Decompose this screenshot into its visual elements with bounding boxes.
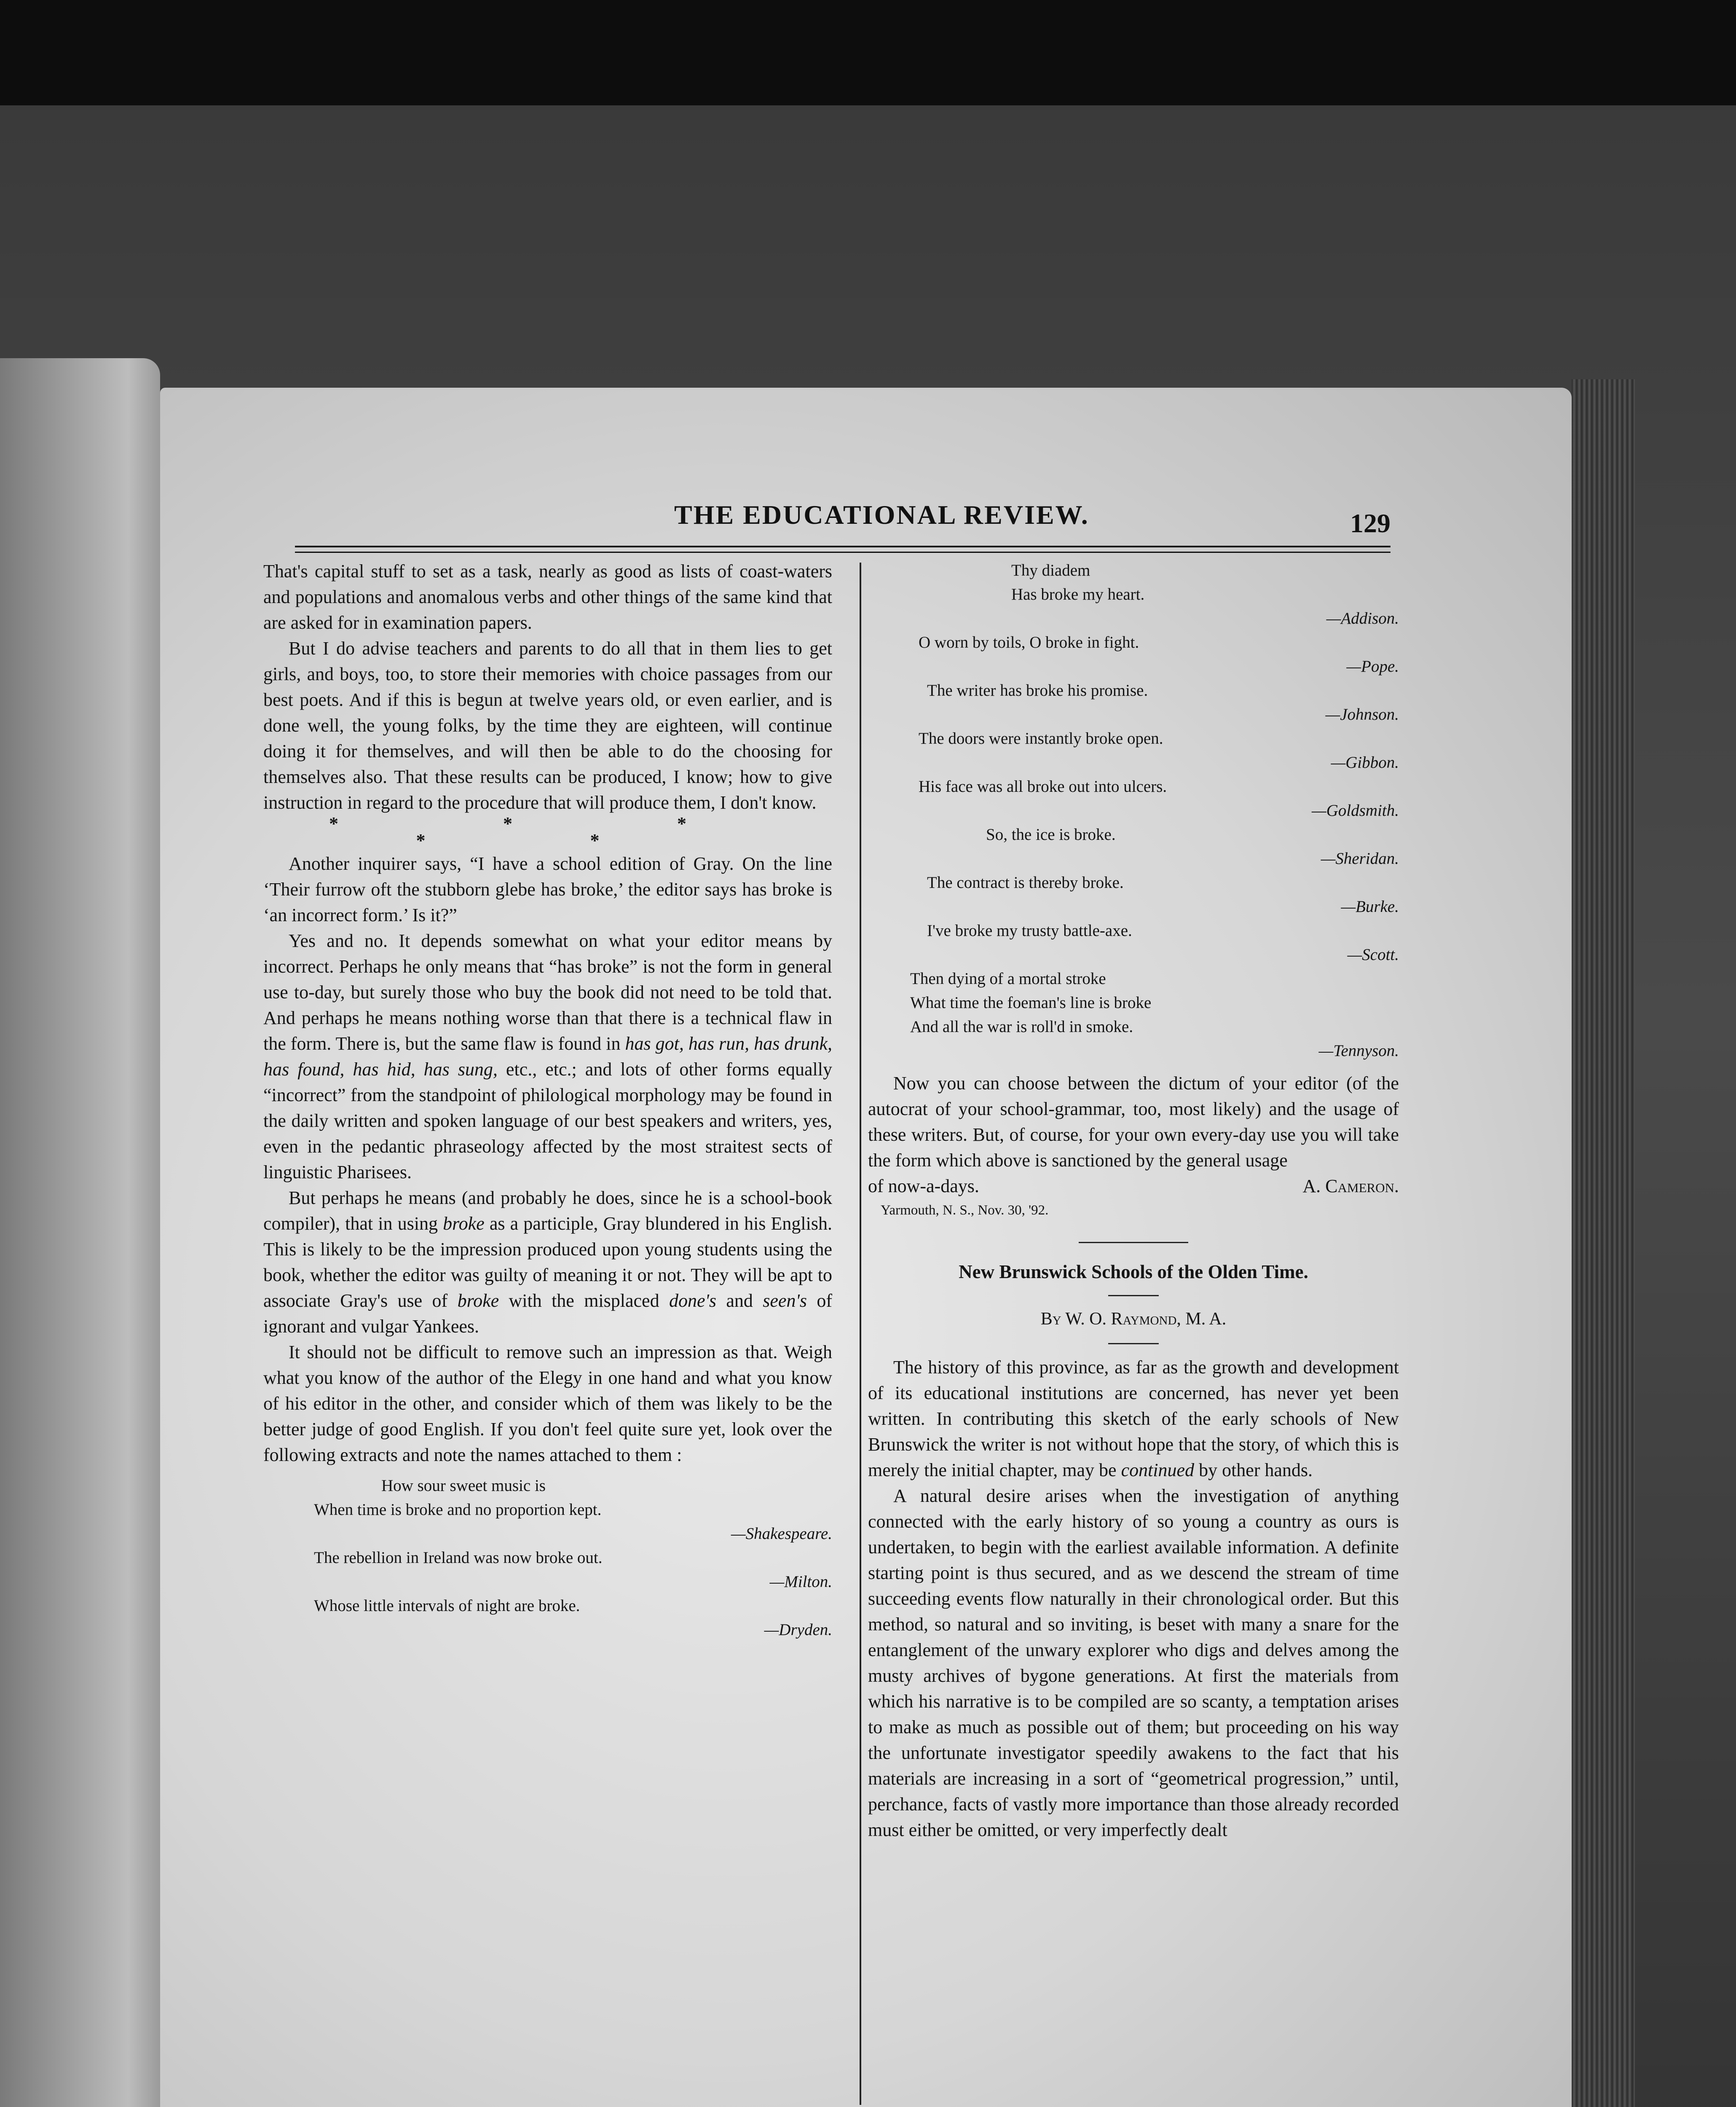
quote-line: The contract is thereby broke. [927,874,1124,892]
quote-attribution: —Goldsmith. [1312,802,1399,820]
page-stack-edge [1572,379,1635,2107]
section-rule [1079,1242,1188,1243]
paragraph: A natural desire arises when the investigation of anything connected with the early history of so young a country as ours is undertaken, to begin with the earliest available information. A definite starting point is thus secured, and as we descend the stream of time succeeding events flow naturally in their chronological order. But this method, so natural and so inviting, is beset with many a snare for the entanglement of the unwary explorer who digs and delves among the musty archives of bygone generations. At first the materials from which his narrative is to be compiled are so scanty, a temptation arises to make as much as possible out of them; but proceeding on his way the unfortunate investigator speedily awakens to the fact that his materials are increasing in a sort of “geometrical progression,” until, perchance, facts of vastly more importance than those already recorded must either be omitted, or very imperfectly dealt [868,1485,1399,1840]
paragraph: That's capital stuff to set as a task, nearly as good as lists of coast-waters and populations and anomalous verbs and other things of the same kind that are asked for in examination papers. [263,561,832,633]
paragraph: The history of this province, as far as the growth and development of its educational institutions are concerned, has never yet been written. In contributing this sketch of the early schools of New Brunswick the writer is not without hope that the story, of which this is merely the initial chapter, may be continued by other hands. [868,1357,1399,1480]
quote-attribution: —Dryden. [764,1621,832,1639]
column-divider [860,563,861,2105]
left-column [263,558,832,1642]
quote-attribution: —Sheridan. [1321,850,1399,868]
byline-rule [1108,1343,1159,1344]
page-number: 129 [1350,508,1390,538]
quote-attribution: —Shakespeare. [731,1525,832,1543]
quote-attribution: —Scott. [1347,946,1399,964]
quotation-block [263,1474,832,1642]
quote-attribution: —Pope. [1346,657,1399,676]
quote-attribution: —Addison. [1326,609,1399,627]
verb-forms: has got, has run, has drunk, has found, has hid, has sung, [263,1033,832,1080]
quote-line: How sour sweet music is [381,1477,546,1495]
dateline: Yarmouth, N. S., Nov. 30, '92. [881,1203,1049,1218]
paragraph: Now you can choose between the dictum of your editor (of the autocrat of your school-grammar, too, most likely) and the usage of these writers. But, of course, for your own every-day use you will take the form which above is sanctioned by the general usage [868,1073,1399,1171]
quotation-block [868,558,1399,1063]
quote-attribution: —Tennyson. [1318,1042,1399,1060]
quote-attribution: —Burke. [1341,898,1399,916]
header-rule [295,546,1390,553]
paragraph: Yes and no. It depends somewhat on what your editor means by incorrect. Perhaps he only means that “has broke” is not the form in general use to-day, but surely those who buy the book did not need to be told that. And perhaps he means nothing worse than that there is a technical flaw in the form. There is, but the same flaw is found in has got, has run, has drunk, has found, has hid, has sung, etc., etc.; and lots of other forms equally “incorrect” from the standpoint of philological morphology may be found in the daily written and spoken language of our best speakers and writers, yes, even in the pedantic phraseology affected by the most straitest sects of linguistic Pharisees. [263,930,832,1182]
quote-line: What time the foeman's line is broke [910,994,1152,1012]
quote-line: Has broke my heart. [1011,585,1145,603]
paragraph: But perhaps he means (and probably he does, since he is a school-book compiler), that in using broke as a participle, Gray blundered in his English. This is likely to be the impression produced upon young students using the book, whether the editor was guilty of meaning it or not. They will be apt to associate Gray's use of broke with the misplaced done's and seen's of ignorant and vulgar Yankees. [263,1188,833,1337]
quote-line: So, the ice is broke. [986,826,1116,844]
paragraph: But I do advise teachers and parents to do all that in them lies to get girls, and boys, too, to store their memories with choice passages from our best poets. And if this is begun at twelve years old, or even earlier, and is done well, the young folks, by the time they are eighteen, will continue doing it for themselves, and will then be able to do the choosing for themselves also. That these results can be produced, I know; how to give instruction in regard to the procedure that will produce them, I don't know. [263,638,832,813]
byline: By W. O. Raymond, M. A. [1040,1309,1227,1329]
right-column [868,558,1399,1843]
article-title: New Brunswick Schools of the Olden Time. [959,1261,1308,1282]
section-break-stars: * * * * * [329,813,766,851]
quote-attribution: —Johnson. [1325,705,1399,724]
quote-line: When time is broke and no proportion kept. [314,1501,602,1519]
closing-words: of now-a-days. [868,1176,979,1196]
paragraph: It should not be difficult to remove such an impression as that. Weigh what you know of the author of the Elegy in one hand and what you know of his editor in the other, and consider which of them was likely to be the better judge of good English. If you don't feel quite sure yet, look over the following extracts and note the names attached to them : [263,1342,832,1465]
quote-line: Whose little intervals of night are broke. [314,1597,580,1615]
quote-line: The doors were instantly broke open. [919,729,1163,748]
quote-line: O worn by toils, O broke in fight. [919,633,1139,651]
quote-attribution: —Gibbon. [1331,753,1399,772]
running-head: THE EDUCATIONAL REVIEW. [674,500,1089,530]
quote-line: The rebellion in Ireland was now broke out. [314,1549,603,1567]
quote-attribution: —Milton. [769,1573,832,1591]
signature: A. Cameron. [1302,1176,1399,1196]
quote-line: Then dying of a mortal stroke [910,970,1106,988]
byline-rule [1108,1295,1159,1296]
facing-page [0,358,160,2107]
quote-line: And all the war is roll'd in smoke. [910,1018,1133,1036]
quote-line: Thy diadem [1011,561,1090,579]
quote-line: His face was all broke out into ulcers. [919,777,1167,796]
quote-line: I've broke my trusty battle-axe. [927,922,1132,940]
paragraph: Another inquirer says, “I have a school edition of Gray. On the line ‘Their furrow oft the stubborn glebe has broke,’ the editor says has broke is ‘an incorrect form.’ Is it?” [263,853,832,925]
signature-line [868,1173,1399,1199]
quote-line: The writer has broke his promise. [927,681,1148,700]
page-header [295,499,1390,550]
